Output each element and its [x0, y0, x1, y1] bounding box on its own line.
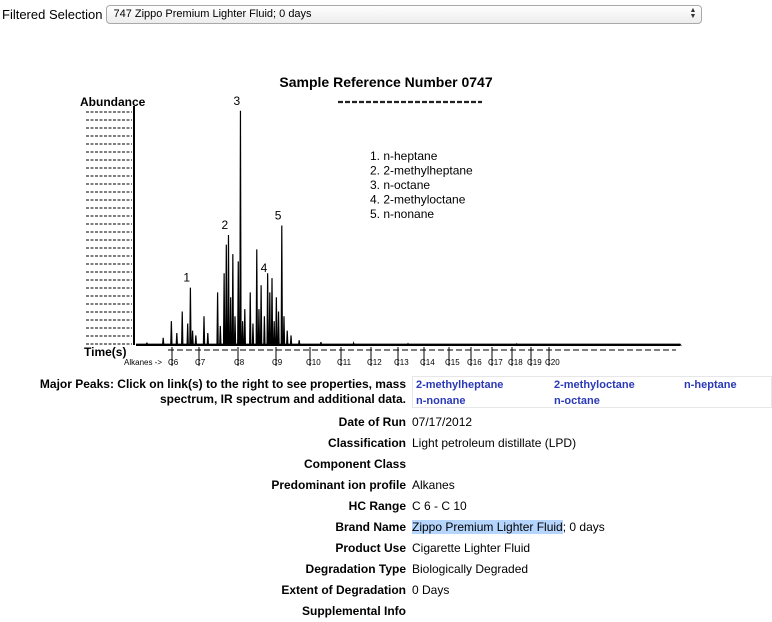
alkane-tick-label: C6 [168, 358, 179, 367]
property-row-product-use [0, 538, 772, 559]
alkane-tick-label: C17 [488, 358, 503, 367]
legend-item: 5. n-nonane [370, 207, 435, 221]
property-row-date [0, 412, 772, 433]
select-arrows-icon: ▲ ▼ [689, 6, 697, 20]
property-row-ion-profile [0, 475, 772, 496]
alkane-tick-label: C10 [306, 358, 321, 367]
legend-item: 2. 2-methylheptane [370, 163, 473, 178]
alkane-tick-label: C14 [420, 358, 435, 367]
peak-label-2: 2 [221, 218, 229, 233]
property-row-degradation-type [0, 559, 772, 580]
property-value: Biologically Degraded [412, 562, 529, 576]
property-value-rest: ; 0 days [562, 520, 605, 534]
alkane-tick-label: C15 [445, 358, 460, 367]
peak-label-3: 3 [233, 93, 241, 108]
alkane-tick-label: C13 [394, 358, 409, 367]
property-label: Product Use [335, 541, 406, 555]
alkane-tick-label: C16 [467, 358, 482, 367]
peak-label-4: 4 [260, 261, 268, 276]
filter-bar [0, 3, 702, 25]
property-label: Predominant ion profile [271, 478, 406, 492]
legend-item: 3. n-octane [370, 178, 431, 192]
property-value: Light petroleum distillate (LPD) [412, 436, 577, 450]
peak-label-5: 5 [274, 208, 282, 223]
property-row-brand-name [0, 517, 772, 538]
property-row-hc-range [0, 496, 772, 517]
alkane-tick-label: C18 [508, 358, 523, 367]
alkane-axis-label: Alkanes -> [124, 358, 163, 367]
property-label: Degradation Type [305, 562, 406, 576]
property-value: Alkanes [412, 478, 455, 492]
property-label: Supplemental Info [301, 604, 406, 618]
peak-link-2-methylheptane[interactable]: 2-methylheptane [416, 379, 504, 391]
property-label: Extent of Degradation [281, 583, 406, 597]
chromatogram-trace [136, 111, 681, 345]
property-label: Component Class [303, 457, 406, 471]
alkane-tick-label: C19 [527, 358, 542, 367]
alkane-tick-label: C8 [234, 358, 245, 367]
legend-item: 1. n-heptane [370, 149, 438, 163]
major-peaks-links [412, 376, 772, 408]
alkane-tick-label: C20 [545, 358, 560, 367]
alkane-tick-label: C12 [367, 358, 382, 367]
peak-link-n-heptane[interactable]: n-heptane [684, 379, 737, 391]
property-row-classification [0, 433, 772, 454]
property-label: Brand Name [335, 520, 406, 534]
alkane-tick-label: C11 [337, 358, 352, 367]
selected-text: Zippo Premium Lighter Fluid [412, 520, 563, 534]
sample-select-value: 747 Zippo Premium Lighter Fluid; 0 days [113, 7, 312, 20]
legend-item: 4. 2-methyloctane [370, 192, 466, 207]
major-peaks-label: Major Peaks: Click on link(s) to the right to see properties, mass spectrum, IR spectrum and additional data. [39, 377, 406, 406]
alkane-tick-label: C7 [195, 358, 206, 367]
x-axis-label: Time(s) [84, 345, 127, 359]
y-axis-label: Abundance [80, 95, 146, 109]
chromatogram-chart [0, 92, 772, 372]
peak-label-1: 1 [183, 270, 191, 285]
property-value: C 6 - C 10 [412, 499, 467, 513]
filter-label: Filtered Selection [2, 6, 103, 22]
chart-title: Sample Reference Number 0747 [279, 74, 493, 90]
alkane-tick-label: C9 [272, 358, 283, 367]
property-value: 07/17/2012 [412, 415, 473, 429]
property-value [412, 517, 605, 538]
property-row-supplemental [0, 601, 772, 622]
peak-link-n-nonane[interactable]: n-nonane [416, 395, 466, 407]
property-row-component-class [0, 454, 772, 475]
property-value: 0 Days [412, 583, 450, 597]
property-label: HC Range [348, 499, 406, 513]
peak-link-2-methyloctane[interactable]: 2-methyloctane [554, 379, 635, 391]
property-label: Date of Run [338, 415, 406, 429]
sample-select[interactable] [106, 5, 702, 24]
peak-link-n-octane[interactable]: n-octane [554, 395, 600, 407]
property-row-extent-degradation [0, 580, 772, 601]
property-label: Classification [327, 436, 406, 450]
property-value: Cigarette Lighter Fluid [412, 541, 531, 555]
